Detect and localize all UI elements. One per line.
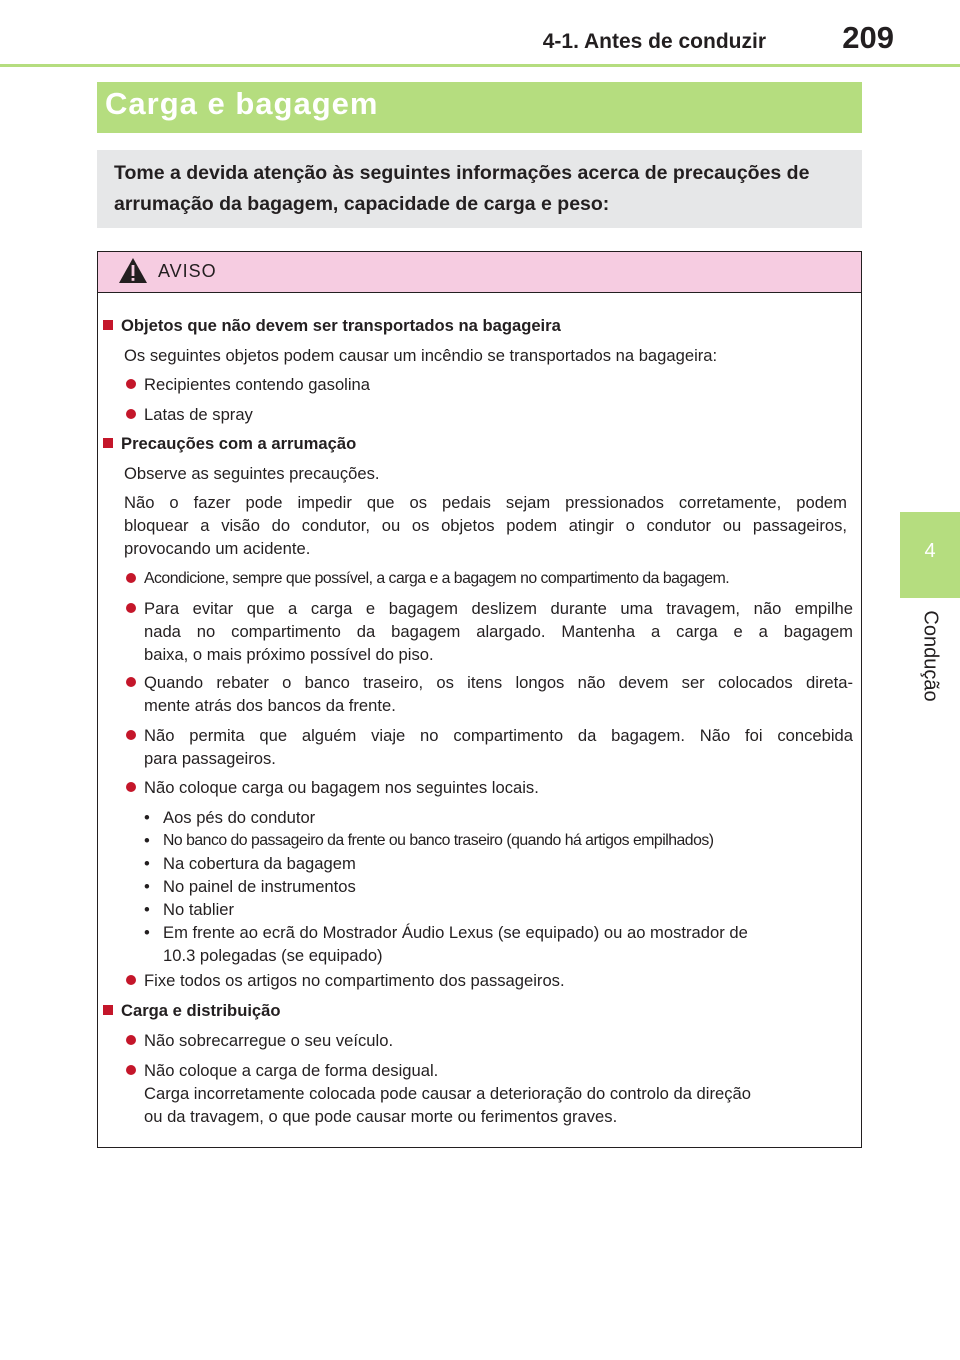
page-title: Carga e bagagem [105, 86, 379, 121]
intro-box [97, 150, 862, 228]
subheading-objects: Objetos que não devem ser transportados na bagageira [103, 314, 853, 337]
square-bullet-icon [103, 1005, 113, 1015]
bullet-dot-icon [126, 379, 136, 389]
paragraph-line: bloquear a visão do condutor, ou os objetos podem atingir o condutor ou passageiros, [124, 516, 847, 535]
paragraph: Os seguintes objetos podem causar um incêndio se transportados na bagageira: [124, 346, 718, 365]
square-bullet-icon [103, 438, 113, 448]
paragraph-line: provocando um acidente. [124, 539, 311, 558]
paragraph: Observe as seguintes precauções. [124, 464, 380, 483]
paragraph-line: Não o fazer pode impedir que os pedais sejam pressionados corretamente, podem [124, 493, 847, 512]
warning-header [98, 252, 861, 293]
chapter-tab[interactable] [900, 512, 960, 598]
intro-text: Tome a devida atenção às seguintes informações acerca de precauções de arrumação da bagagem, capacidade de carga e peso: [114, 162, 810, 215]
bullet-dot-icon [126, 782, 136, 792]
page-number: 209 [842, 20, 894, 55]
bullet-dot-icon [126, 409, 136, 419]
page-title-bar [97, 82, 862, 133]
chapter-number: 4 [924, 540, 936, 562]
warning-triangle-icon [118, 257, 148, 284]
warning-label: AVISO [158, 261, 217, 281]
warning-box: AVISO Objetos que não devem ser transportados na bagageira Os seguintes objetos podem causar um incêndio se transportados na bagageira: Recipientes contendo gasolina Latas de spray Precauções com a arrumação Observe as seguintes precauções. Não o fazer pode impedir que os pedais sejam pressionados corretamente, podem bloquear a visão do condutor, ou os objetos podem atingir o condutor ou passageiros, provocando um acidente. Acondicione, sempre que possível, a carga e a bagagem no compartimento da bagagem. Para evitar que a carga e bagagem deslizem durante uma travagem, não empilhe nada no compartimento da bagagem alargado. Mantenha a carga e a bagagem baixa, o mais próximo possível do piso. Quando rebater o banco traseiro, os itens longos não devem ser colocados direta- mente atrás dos bancos da frente. Não permita que alguém viaje no compartimento da bagagem. Não foi concebida para passageiros. Não coloque carga ou bagagem nos seguintes locais. • Aos pés do condutor • No banco do passageiro da frente ou banco traseiro (quando há artigos empilhados) • Na cobertura da bagagem • No painel de instrumentos • No tablier • Em frente ao ecrã do Mostrador Áudio Lexus (se equipado) ou ao mostrador de 10.3 polegadas (se equipado) Fixe todos os artigos no compartimento dos passageiros. Carga e distribuição Não sobrecarregue o seu veículo. Não coloque a carga de forma desigual. Carga incorretamente colocada pode causar a deterioração do controlo da direção ou da travagem, o que pode causar morte ou ferimentos graves. [97, 251, 862, 1148]
bullet-dot-icon [126, 1035, 136, 1045]
bullet-dot-icon [126, 573, 136, 583]
subheading-load: Carga e distribuição [103, 999, 853, 1022]
header-rule [0, 64, 960, 67]
bullet-dot-icon [126, 975, 136, 985]
bullet-dot-icon [126, 730, 136, 740]
subheading-storage: Precauções com a arrumação [103, 432, 853, 455]
bullet-dot-icon [126, 1065, 136, 1075]
bullet-dot-icon [126, 603, 136, 613]
section-title: 4-1. Antes de conduzir [542, 30, 766, 53]
bullet-dot-icon [126, 677, 136, 687]
chapter-label: Condução [919, 610, 942, 702]
square-bullet-icon [103, 320, 113, 330]
